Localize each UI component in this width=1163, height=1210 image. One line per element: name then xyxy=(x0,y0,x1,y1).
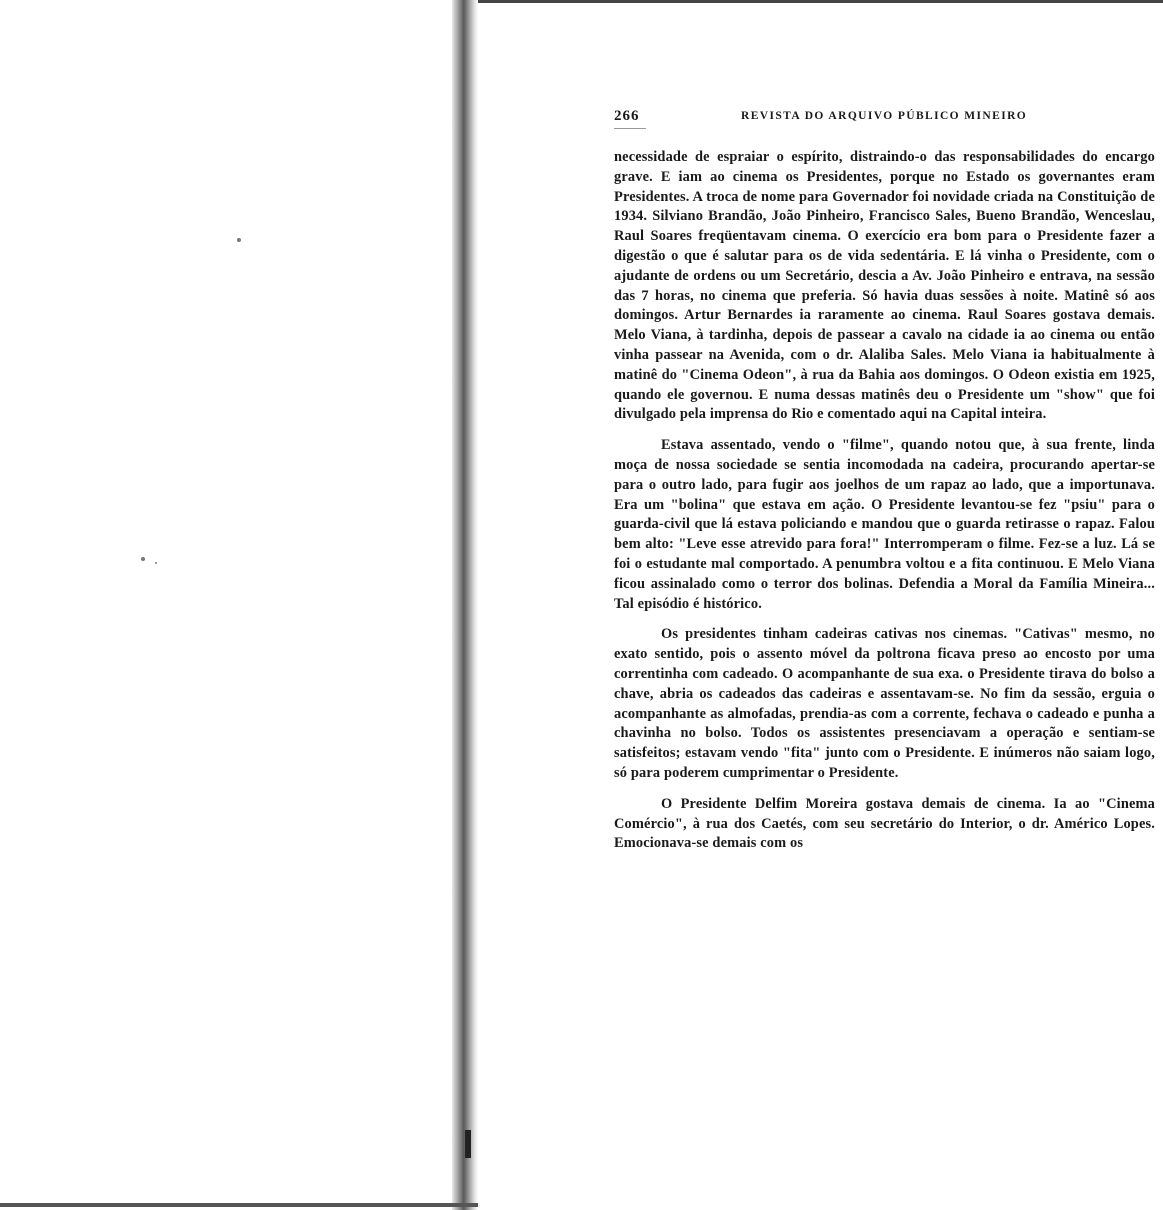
dust-speck xyxy=(141,557,145,561)
bottom-edge-shadow xyxy=(0,1203,478,1207)
paragraph: Os presidentes tinham cadeiras cativas nos cinemas. "Cativas" mesmo, no exato sentido, pois o assento móvel da poltrona ficava preso ao encosto por uma correntinha com cadeado. O acompanhante de sua exa. o Presidente tirava do bolso a chave, abria os cadeados das cadeiras e assentavam-se. No fim da sessão, erguia o acompanhante as almofadas, prendia-as com a corrente, fechava o cadeado e punha a chavinha no bolso. Todos os assistentes presenciavam a operação e sentiam-se satisfeitos; estavam vendo "fita" junto com o Presidente. E inúmeros não saiam logo, só para poderem cumprimentar o Presidente. xyxy=(614,626,1155,781)
page-header xyxy=(614,108,1155,130)
paragraph: necessidade de espraiar o espírito, distraindo-o das responsabilidades do encargo grave. E iam ao cinema os Presidentes, porque no Estado os governantes eram Presidentes. A troca de nome para Governador foi novidade criada na Constituição de 1934. Silviano Brandão, João Pinheiro, Francisco Sales, Bueno Brandão, Wenceslau, Raul Soares freqüentavam cinema. O exercício era bom para o Presidente fazer a digestão o que é salutar para os de vida sedentária. E lá vinha o Presidente, com o ajudante de ordens ou um Secretário, descia a Av. João Pinheiro e entrava, na sessão das 7 horas, no cinema que preferia. Só havia duas sessões à noite. Matinê só aos domingos. Artur Bernardes ia raramente ao cinema. Raul Soares gostava demais. Melo Viana, à tardinha, depois de passear a cavalo na cidade ia ao cinema ou então vinha passear na Avenida, com o dr. Alaliba Sales. Melo Viana ia habitualmente à matinê do "Cinema Odeon", à rua da Bahia aos domingos. O Odeon existia em 1925, quando ele governou. E numa dessas matinês deu o Presidente um "show" que foi divulgado pela imprensa do Rio e comentado aqui na Capital inteira. xyxy=(614,149,1155,423)
dust-speck xyxy=(237,238,241,242)
printed-page xyxy=(614,108,1155,865)
body-text xyxy=(614,148,1155,854)
book-gutter-shadow xyxy=(452,0,478,1210)
paragraph: O Presidente Delfim Moreira gostava demais de cinema. Ia ao "Cinema Comércio", à rua dos Caetés, com seu secretário do Interior, o dr. Américo Lopes. Emocionava-se demais com os xyxy=(614,795,1155,852)
gutter-mark xyxy=(465,1130,471,1158)
dust-speck xyxy=(155,562,157,564)
page-number: 266 xyxy=(614,108,640,124)
top-edge-shadow xyxy=(478,0,1163,3)
blank-facing-page xyxy=(0,0,452,1210)
running-title: REVISTA DO ARQUIVO PÚBLICO MINEIRO xyxy=(741,110,1028,122)
page-number-underline xyxy=(614,128,646,129)
paragraph: Estava assentado, vendo o "filme", quando notou que, à sua frente, linda moça de nossa sociedade se sentia incomodada na cadeira, procurando apertar-se para o outro lado, para fugir aos joelhos de um rapaz ao lado, que a importunava. Era um "bolina" que estava em ação. O Presidente levantou-se fez "psiu" para o guarda-civil que lá estava policiando e mandou que o guarda retirasse o rapaz. Falou bem alto: "Leve esse atrevido para fora!" Interromperam o filme. Fez-se a luz. Lá se foi o estudante mal comportado. A penumbra voltou e a fita continuou. E Melo Viana ficou assinalado como o terror dos bolinas. Defendia a Moral da Família Mineira... Tal episódio é histórico. xyxy=(614,437,1155,612)
